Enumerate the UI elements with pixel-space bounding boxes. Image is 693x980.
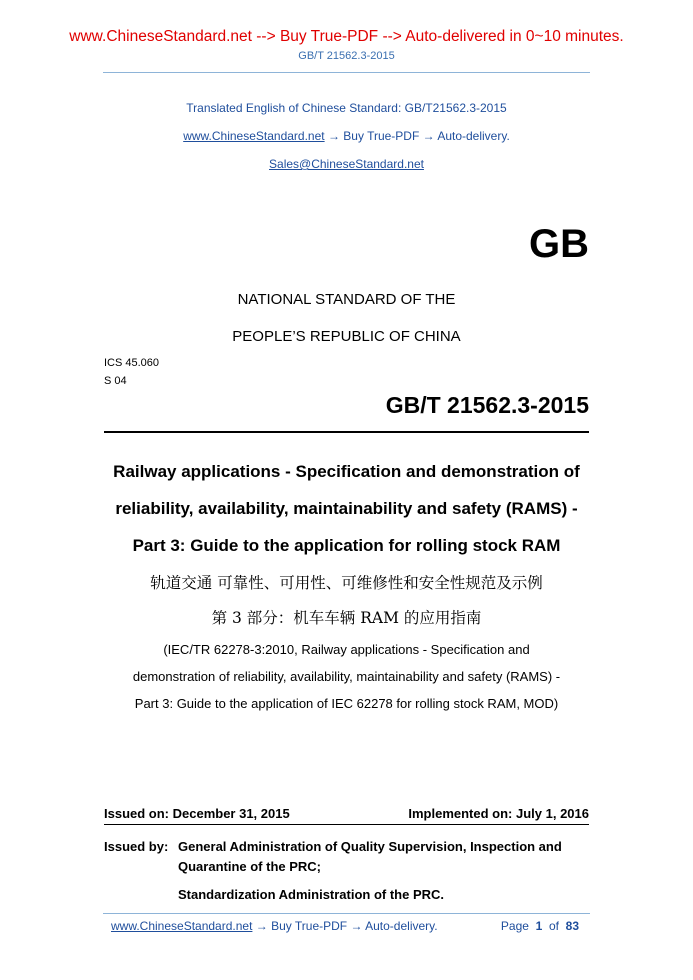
translation-buy-line (0, 129, 693, 143)
dates-rule (104, 824, 589, 825)
implemented-date: Implemented on: July 1, 2016 (408, 806, 589, 821)
header-divider (103, 72, 590, 73)
translation-notice: Translated English of Chinese Standard: GB/T21562.3-2015 (186, 101, 507, 115)
ccs-code: S 04 (104, 375, 127, 387)
title-en-line3: Part 3: Guide to the application for rolling stock RAM (132, 536, 561, 555)
standard-number-rule (104, 431, 589, 433)
adoption-note-line3: Part 3: Guide to the application of IEC 62278 for rolling stock RAM, MOD) (134, 696, 559, 711)
sales-email-link[interactable]: Sales@ChineseStandard.net (269, 157, 424, 171)
title-en-line1: Railway applications - Specification and demonstration of (113, 462, 580, 481)
title-en-line2: reliability, availability, maintainability and safety (RAMS) - (115, 499, 578, 518)
page-indicator (501, 919, 579, 933)
issued-date: Issued on: December 31, 2015 (104, 806, 290, 821)
header-standard-code: GB/T 21562.3-2015 (298, 50, 395, 62)
national-standard-line1: NATIONAL STANDARD OF THE (237, 291, 456, 308)
of-label: of (548, 919, 559, 933)
issuer-line2: Quarantine of the PRC; (178, 859, 322, 874)
issuer-line1: General Administration of Quality Supervision, Inspection and (178, 839, 562, 854)
page-total: 83 (565, 919, 579, 933)
title-cn-line2: 第 3 部分：机车车辆 RAM 的应用指南 (211, 609, 482, 627)
footer-buy-text[interactable]: → Buy True-PDF → Auto-delivery. (255, 919, 438, 933)
national-standard-line2: PEOPLE’S REPUBLIC OF CHINA (232, 328, 461, 345)
adoption-note-line1: (IEC/TR 62278-3:2010, Railway applications - Specification and (163, 642, 530, 657)
footer-divider (103, 913, 590, 914)
adoption-note-line2: demonstration of reliability, availability, maintainability and safety (RAMS) - (132, 669, 561, 684)
site-link[interactable]: www.ChineseStandard.net (183, 129, 325, 143)
footer-site-link[interactable]: www.ChineseStandard.net (111, 919, 253, 933)
issuer-line3: Standardization Administration of the PRC. (178, 887, 445, 902)
title-cn-line1: 轨道交通 可靠性、可用性、可维修性和安全性规范及示例 (150, 574, 543, 592)
gb-mark: GB (529, 222, 589, 266)
page-number: 1 (535, 919, 543, 933)
sales-email-line (0, 157, 693, 171)
page-label: Page (500, 919, 529, 933)
issued-by-label: Issued by: (104, 839, 169, 854)
promo-banner[interactable]: www.ChineseStandard.net --> Buy True-PDF --> Auto-delivered in 0~10 minutes. (69, 28, 624, 45)
standard-number: GB/T 21562.3-2015 (385, 392, 589, 418)
buy-text[interactable]: → Buy True-PDF → Auto-delivery. (327, 129, 510, 143)
ics-code: ICS 45.060 (104, 357, 160, 369)
footer-links (111, 919, 438, 933)
